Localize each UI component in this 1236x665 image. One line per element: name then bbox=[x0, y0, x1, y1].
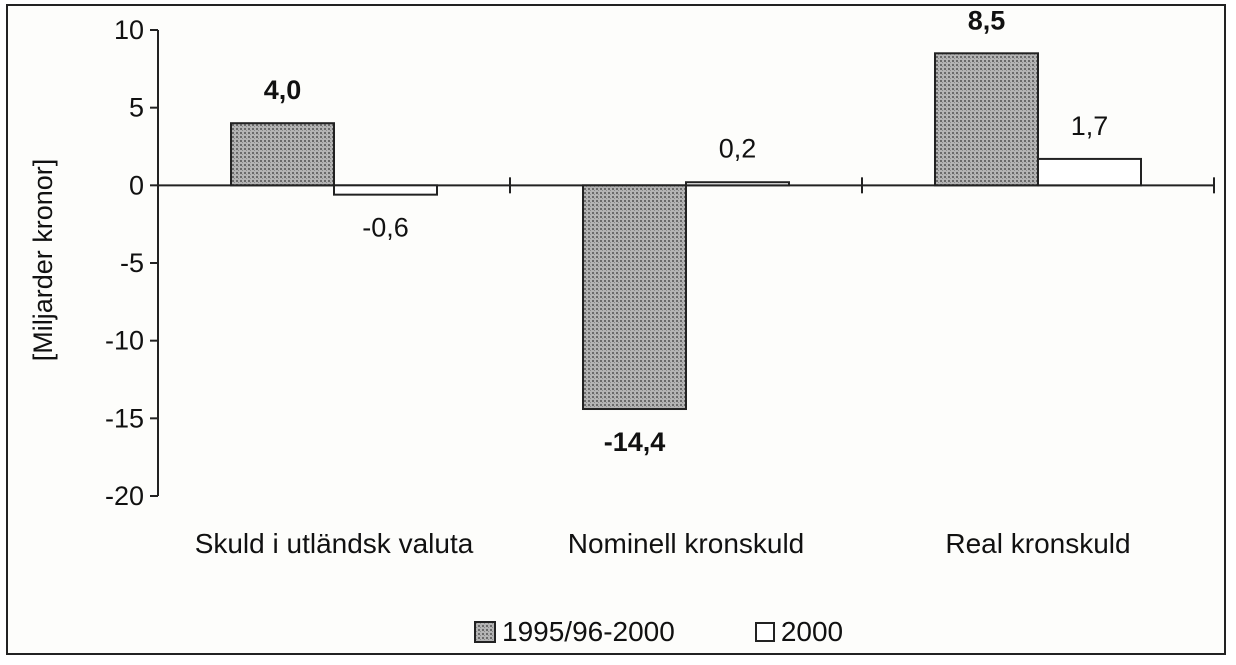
legend-item-series-2 bbox=[755, 616, 843, 648]
legend bbox=[474, 614, 843, 650]
bar-series-2 bbox=[1038, 159, 1141, 185]
y-tick-label: -15 bbox=[104, 403, 144, 434]
legend-label-series-2: 2000 bbox=[780, 616, 844, 647]
legend-swatch-white bbox=[755, 622, 775, 642]
category-label: Real kronskuld bbox=[945, 528, 1131, 559]
bar-series-1 bbox=[935, 53, 1038, 185]
category-label: Skuld i utländsk valuta bbox=[194, 528, 474, 559]
y-axis-title: [Miljarder kronor] bbox=[28, 158, 58, 362]
bar-series-2 bbox=[334, 185, 437, 194]
data-label: 1,7 bbox=[1070, 110, 1109, 141]
y-tick-label: 10 bbox=[113, 15, 144, 45]
bar-series-1 bbox=[231, 123, 334, 185]
category-label: Nominell kronskuld bbox=[567, 528, 805, 559]
bar-series-2 bbox=[686, 182, 789, 185]
data-label: -14,4 bbox=[603, 427, 666, 458]
bar-series-1 bbox=[583, 185, 686, 409]
data-label: 0,2 bbox=[718, 133, 757, 164]
y-tick-label: -20 bbox=[104, 481, 144, 511]
y-tick-label: 5 bbox=[128, 92, 144, 123]
y-tick-label: 0 bbox=[128, 170, 144, 201]
legend-label-series-1: 1995/96-2000 bbox=[502, 616, 675, 647]
legend-swatch-dotted bbox=[474, 621, 496, 643]
y-tick-label: -5 bbox=[119, 248, 144, 278]
data-label: 8,5 bbox=[967, 5, 1006, 36]
data-label: -0,6 bbox=[362, 212, 409, 243]
data-label: 4,0 bbox=[263, 75, 302, 106]
y-tick-label: -10 bbox=[104, 325, 144, 356]
legend-item-series-1 bbox=[474, 616, 675, 648]
